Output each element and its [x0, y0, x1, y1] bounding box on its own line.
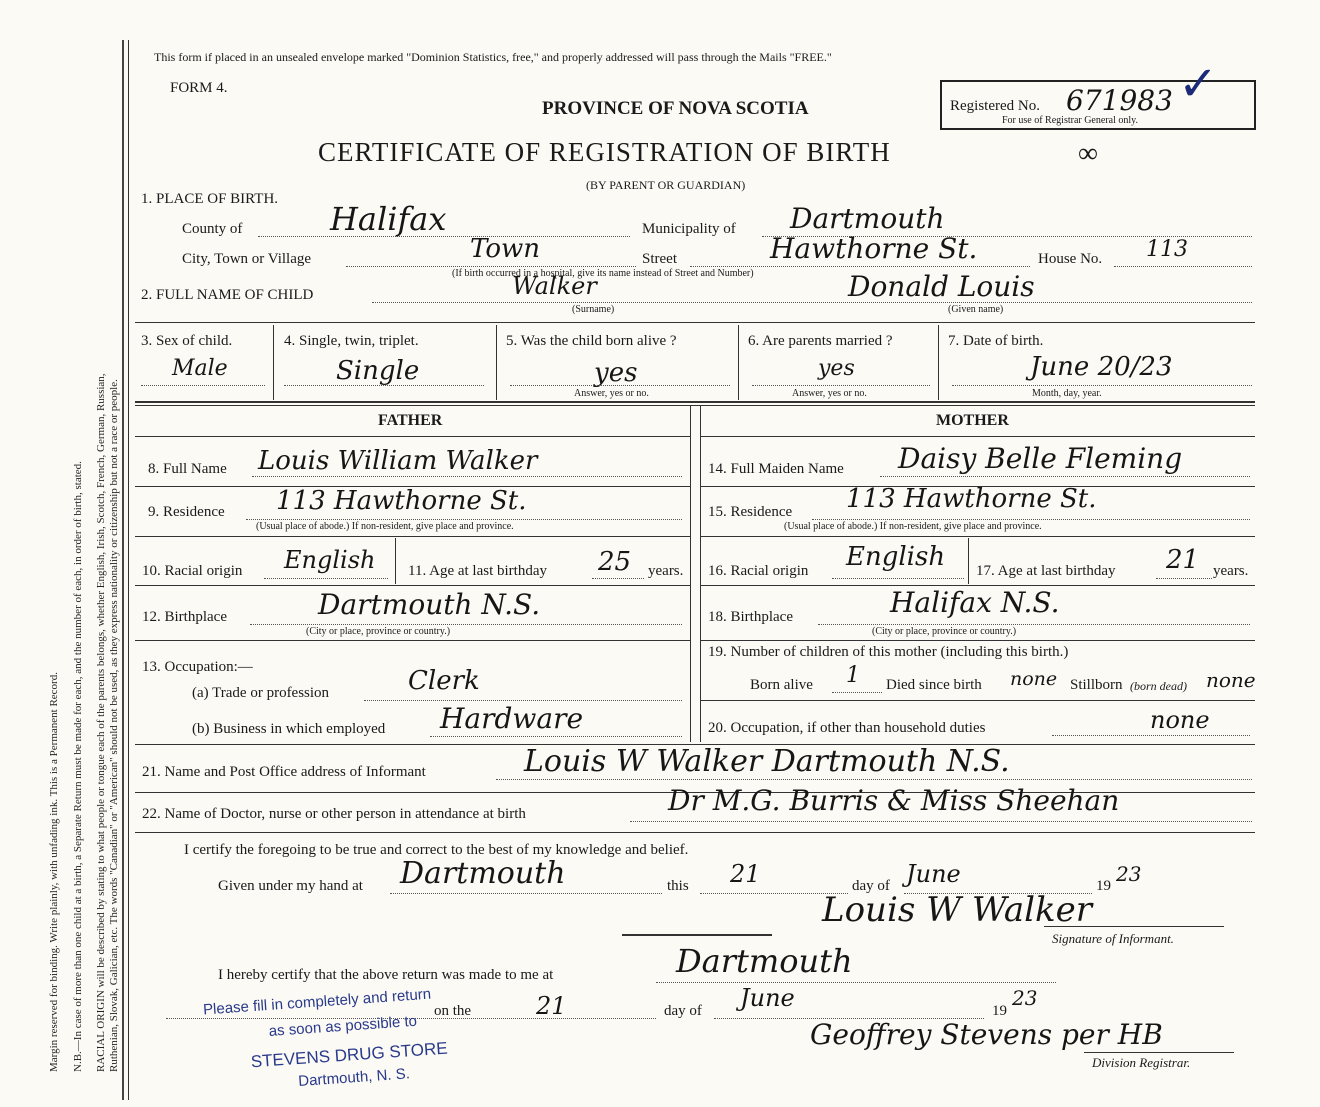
father-trade-label: (a) Trade or profession	[192, 685, 330, 701]
father-years: years.	[648, 563, 684, 579]
registrar-caption: Division Registrar.	[1092, 1055, 1191, 1070]
married-value: yes	[818, 356, 855, 381]
registered-label: Registered No.	[950, 98, 1040, 114]
informant-signature: Louis W Walker	[822, 890, 1092, 930]
mother-birthplace: Halifax N.S.	[890, 586, 1060, 619]
house-value: 113	[1146, 237, 1188, 262]
father-age-label: 11. Age at last birthday	[408, 563, 547, 579]
mother-heading: MOTHER	[936, 412, 1009, 429]
province-heading: PROVINCE OF NOVA SCOTIA	[542, 98, 809, 119]
stillborn-value: none	[1206, 668, 1256, 692]
stamp-line-4: Dartmouth, N. S.	[297, 1065, 411, 1091]
margin-line-4: Ruthenian, Slovak, Galician, etc. The words "Canadian" or "American" should not be used, as they express nationality or citizenship but not a race or people.	[108, 379, 120, 1072]
registrar-place: Dartmouth	[676, 942, 853, 980]
father-heading: FATHER	[378, 412, 443, 429]
municipality-value: Dartmouth	[790, 202, 945, 235]
registrar-day: 21	[536, 992, 567, 1020]
married-caption: Answer, yes or no.	[792, 388, 867, 399]
margin-line-1: Margin reserved for binding. Write plainly, with unfading ink. This is a Permanent Record.	[48, 672, 60, 1072]
given-caption: (Given name)	[948, 304, 1004, 315]
dob-caption: Month, day, year.	[1032, 388, 1102, 399]
child-surname: Walker	[512, 272, 597, 300]
informant-value: Louis W Walker Dartmouth N.S.	[524, 744, 1010, 779]
registrar-month: June	[740, 984, 795, 1012]
father-trade: Clerk	[408, 666, 480, 696]
father-racial: English	[284, 546, 376, 574]
father-residence-label: 9. Residence	[148, 504, 225, 520]
mother-residence: 113 Hawthorne St.	[846, 484, 1097, 514]
mother-racial: English	[846, 542, 946, 572]
stillborn-note: (born dead)	[1130, 679, 1187, 693]
child-name-label: 2. FULL NAME OF CHILD	[141, 287, 314, 303]
mother-children-label: 19. Number of children of this mother (including this birth.)	[708, 644, 1069, 660]
city-label: City, Town or Village	[182, 251, 312, 267]
born-alive-value: 1	[846, 663, 860, 688]
mother-age: 21	[1166, 545, 1200, 575]
doctor-value: Dr M.G. Burris & Miss Sheehan	[668, 784, 1120, 817]
doctor-label: 22. Name of Doctor, nurse or other person in attendance at birth	[142, 806, 526, 822]
certify-month: June	[906, 860, 961, 888]
stamp-line-1: Please fill in completely and return	[202, 985, 432, 1019]
mother-name: Daisy Belle Fleming	[898, 442, 1183, 475]
father-name: Louis William Walker	[258, 446, 538, 476]
hospital-note: (If birth occurred in a hospital, give its name instead of Street and Number)	[452, 268, 754, 279]
subtitle: (BY PARENT OR GUARDIAN)	[586, 178, 746, 192]
mother-occupation-label: 20. Occupation, if other than household duties	[708, 720, 986, 736]
father-birthplace: Dartmouth N.S.	[318, 588, 541, 621]
certify-day: 21	[730, 860, 761, 888]
street-value: Hawthorne St.	[770, 232, 978, 265]
certify-year-prefix: 19	[1096, 878, 1111, 894]
mother-birthplace-label: 18. Birthplace	[708, 609, 793, 625]
informant-label: 21. Name and Post Office address of Informant	[142, 764, 426, 780]
child-given-name: Donald Louis	[848, 270, 1035, 303]
mother-occupation: none	[1150, 706, 1210, 734]
father-birthplace-label: 12. Birthplace	[142, 609, 227, 625]
certify-day-of-label: day of	[852, 878, 890, 894]
stillborn-label: Stillborn	[1070, 677, 1123, 693]
check-mark-icon: ✓	[1178, 58, 1219, 111]
mother-years: years.	[1213, 563, 1249, 579]
alive-caption: Answer, yes or no.	[574, 388, 649, 399]
dob-value: June 20/23	[1030, 352, 1173, 382]
registrar-signature: Geoffrey Stevens per HB	[810, 1018, 1163, 1051]
father-racial-label: 10. Racial origin	[142, 563, 243, 579]
married-label: 6. Are parents married ?	[748, 333, 893, 349]
certify-statement: I certify the foregoing to be true and correct to the best of my knowledge and belief.	[184, 842, 689, 858]
dob-label: 7. Date of birth.	[948, 333, 1044, 349]
mother-birthplace-caption: (City or place, province or country.)	[872, 626, 1017, 637]
title-strike-mark: ∞	[1078, 138, 1098, 169]
surname-caption: (Surname)	[572, 304, 615, 315]
registrar-year-suffix: 23	[1012, 986, 1038, 1010]
alive-value: yes	[594, 358, 638, 388]
father-occupation-label: 13. Occupation:—	[142, 659, 253, 675]
municipality-label: Municipality of	[642, 221, 736, 237]
city-value: Town	[470, 234, 540, 264]
father-business: Hardware	[440, 702, 584, 735]
street-label: Street	[642, 251, 677, 267]
margin-line-3: RACIAL ORIGIN will be described by stating to what people or tongue each of the parents belongs, whether English, Irish, Scotch, French, German, Russian,	[95, 373, 107, 1072]
registrar-on-the-label: on the	[434, 1003, 472, 1019]
plurality-label: 4. Single, twin, triplet.	[284, 333, 419, 349]
registrar-note: For use of Registrar General only.	[1002, 115, 1138, 126]
form-number: FORM 4.	[170, 80, 228, 96]
plurality-value: Single	[336, 356, 420, 386]
registrar-day-of-label: day of	[664, 1003, 702, 1019]
stamp-line-3: STEVENS DRUG STORE	[250, 1038, 449, 1072]
this-label: this	[667, 878, 689, 894]
certify-year-suffix: 23	[1116, 862, 1142, 886]
father-age: 25	[598, 547, 632, 577]
informant-signature-caption: Signature of Informant.	[1052, 931, 1174, 946]
county-value: Halifax	[330, 200, 447, 238]
mail-notice: This form if placed in an unsealed envelope marked "Dominion Statistics, free," and properly addressed will pass through the Mails "FREE."	[154, 50, 832, 64]
sex-value: Male	[172, 356, 228, 381]
father-name-label: 8. Full Name	[148, 461, 227, 477]
died-value: none	[1010, 668, 1058, 690]
stamp-line-2: as soon as possible to	[268, 1012, 418, 1040]
father-birthplace-caption: (City or place, province or country.)	[306, 626, 451, 637]
father-residence: 113 Hawthorne St.	[276, 486, 527, 516]
father-business-label: (b) Business in which employed	[192, 721, 386, 737]
mother-racial-label: 16. Racial origin	[708, 563, 809, 579]
born-alive-label: Born alive	[750, 677, 813, 693]
father-residence-caption: (Usual place of abode.) If non-resident, give place and province.	[256, 521, 514, 532]
page-title: CERTIFICATE OF REGISTRATION OF BIRTH	[318, 137, 891, 167]
registrar-year-prefix: 19	[992, 1003, 1007, 1019]
place-heading: 1. PLACE OF BIRTH.	[141, 191, 279, 207]
mother-residence-caption: (Usual place of abode.) If non-resident, give place and province.	[784, 521, 1042, 532]
registrar-statement: I hereby certify that the above return was made to me at	[218, 967, 554, 983]
mother-residence-label: 15. Residence	[708, 504, 793, 520]
sex-label: 3. Sex of child.	[141, 333, 233, 349]
died-label: Died since birth	[886, 677, 982, 693]
house-label: House No.	[1038, 251, 1103, 267]
county-label: County of	[182, 221, 243, 237]
given-label: Given under my hand at	[218, 878, 363, 894]
mother-name-label: 14. Full Maiden Name	[708, 461, 844, 477]
given-place: Dartmouth	[400, 856, 566, 891]
margin-line-2: N.B.—In case of more than one child at a birth, a Separate Return must be made for each, and the number of each, in order of birth, stated.	[72, 461, 84, 1072]
alive-label: 5. Was the child born alive ?	[506, 333, 677, 349]
mother-age-label: 17. Age at last birthday	[976, 563, 1116, 579]
registered-number: 671983	[1066, 84, 1173, 117]
